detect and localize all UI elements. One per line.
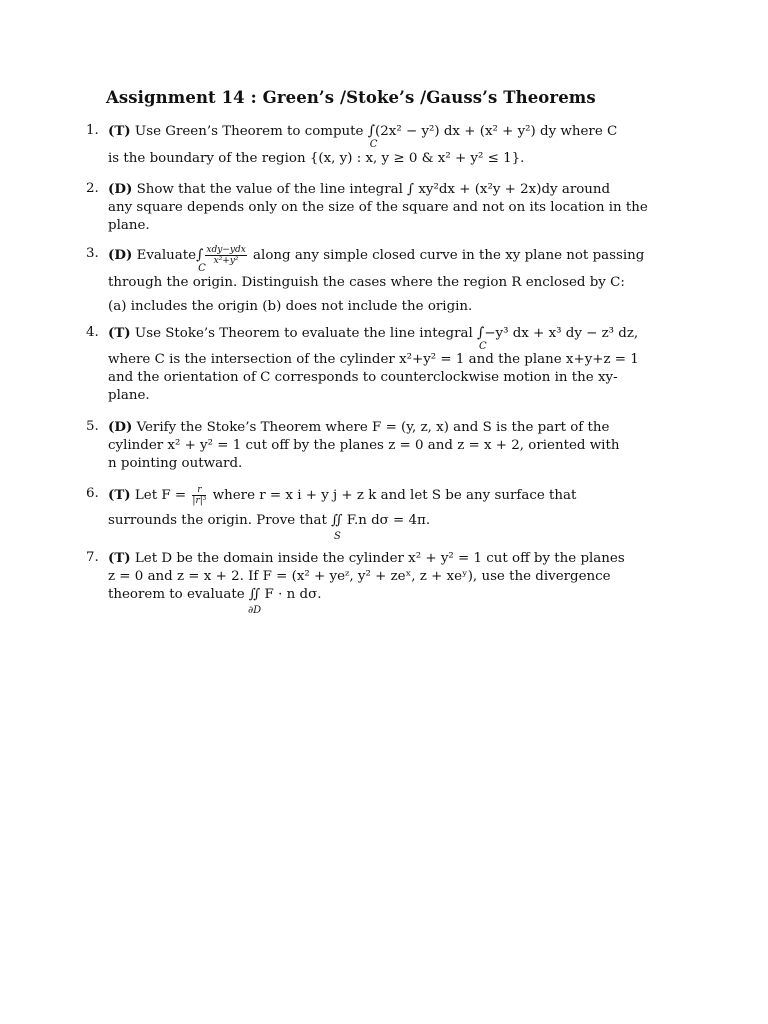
problem-text: along any simple closed curve in the xy plane not passing: [253, 248, 645, 263]
problem-line: surrounds the origin. Prove that ∬ F.n dσ = 4π.: [108, 513, 431, 528]
problem-2: [86, 180, 648, 235]
integral-subscript: C: [479, 341, 487, 352]
problem-tag: (T): [108, 123, 131, 139]
double-integral-subscript-row: [108, 604, 631, 616]
math-expression: −y³ dx + x³ dy − z³ dz,: [484, 326, 639, 341]
problem-tag: (D): [108, 247, 133, 263]
fraction-denominator: x²+y²: [213, 256, 239, 266]
problem-line: [108, 485, 631, 506]
problem-text: Let F =: [134, 488, 187, 503]
problem-line: cylinder x² + y² = 1 cut off by the planes z = 0 and z = x + 2, oriented with: [108, 438, 620, 453]
problem-text: where r = x i + y j + z k and let S be any surface that: [212, 488, 577, 503]
problem-line: theorem to evaluate ∬ F · n dσ.: [108, 587, 322, 602]
problem-number: 1.: [86, 123, 99, 138]
problem-tag: (D): [108, 181, 133, 197]
integral-subscript: C: [369, 139, 378, 150]
fraction-numerator: r: [192, 485, 206, 496]
problem-text: Use Stoke’s Theorem to evaluate the line integral: [134, 326, 473, 341]
problem-text: Let D be the domain inside the cylinder x² + y² = 1 cut off by the planes: [134, 551, 625, 566]
problem-6: [86, 485, 631, 542]
problem-line: z = 0 and z = x + 2. If F = (x² + yeᶻ, y² + zeˣ, z + xeʸ), use the divergence: [108, 569, 611, 584]
integral-symbol: ∫ C: [368, 122, 375, 140]
problem-5: [86, 418, 631, 473]
problem-number: 4.: [86, 325, 99, 340]
problem-line: n pointing outward.: [108, 456, 243, 471]
integral-symbol: ∫ C: [477, 324, 484, 342]
integral-subscript: ∂D: [248, 605, 262, 616]
problem-text: Use Green’s Theorem to compute: [134, 124, 364, 139]
problem-line: (a) includes the origin (b) does not include the origin.: [108, 299, 473, 314]
problem-line: [108, 324, 639, 352]
fraction-denominator: |r|³: [192, 496, 207, 506]
problem-line: [108, 122, 631, 150]
math-expression: (2x² − y²) dx + (x² + y²) dy: [375, 124, 557, 139]
problem-tag: (D): [108, 419, 133, 435]
problem-number: 3.: [86, 246, 99, 261]
problem-1: [86, 122, 631, 168]
problem-number: 2.: [86, 181, 99, 196]
problem-number: 6.: [86, 486, 99, 501]
fraction-numerator: xdy−ydx: [206, 245, 246, 255]
fraction: [205, 245, 246, 266]
problem-line: [108, 180, 631, 199]
problem-line: [108, 549, 631, 568]
problem-text: Verify the Stoke’s Theorem where F = (y, z, x) and S is the part of the: [136, 420, 610, 435]
problem-line: [108, 418, 631, 437]
problem-line: is the boundary of the region {(x, y) : x, y ≥ 0 & x² + y² ≤ 1}.: [108, 151, 525, 166]
problem-text: Evaluate: [136, 248, 197, 263]
problem-3: [86, 245, 645, 316]
problem-tag: (T): [108, 325, 131, 341]
problem-text: where C: [560, 124, 618, 139]
problem-line: plane.: [108, 218, 150, 233]
integral-subscript: C: [198, 263, 206, 274]
problem-text: Show that the value of the line integral ∫ xy²dx + (x²y + 2x)dy around: [136, 182, 611, 197]
problem-line: and the orientation of C corresponds to counterclockwise motion in the xy-: [108, 370, 618, 385]
problem-line: any square depends only on the size of the square and not on its location in the: [108, 200, 648, 215]
fraction: [192, 485, 206, 506]
page-title: Assignment 14 : Green’s /Stoke’s /Gauss’s Theorems: [106, 88, 596, 107]
double-integral-subscript-row: [108, 530, 631, 542]
problem-number: 5.: [86, 419, 99, 434]
problem-line: through the origin. Distinguish the cases where the region R enclosed by C:: [108, 275, 625, 290]
integral-symbol: ∫ C: [196, 246, 203, 264]
problem-line: [108, 245, 645, 274]
problem-7: [86, 549, 631, 616]
integral-subscript: S: [334, 531, 341, 542]
problem-number: 7.: [86, 550, 99, 565]
problem-tag: (T): [108, 487, 131, 503]
problem-4: [86, 324, 639, 405]
problem-line: plane.: [108, 388, 150, 403]
problem-line: where C is the intersection of the cylinder x²+y² = 1 and the plane x+y+z = 1: [108, 352, 639, 367]
problem-tag: (T): [108, 550, 131, 566]
